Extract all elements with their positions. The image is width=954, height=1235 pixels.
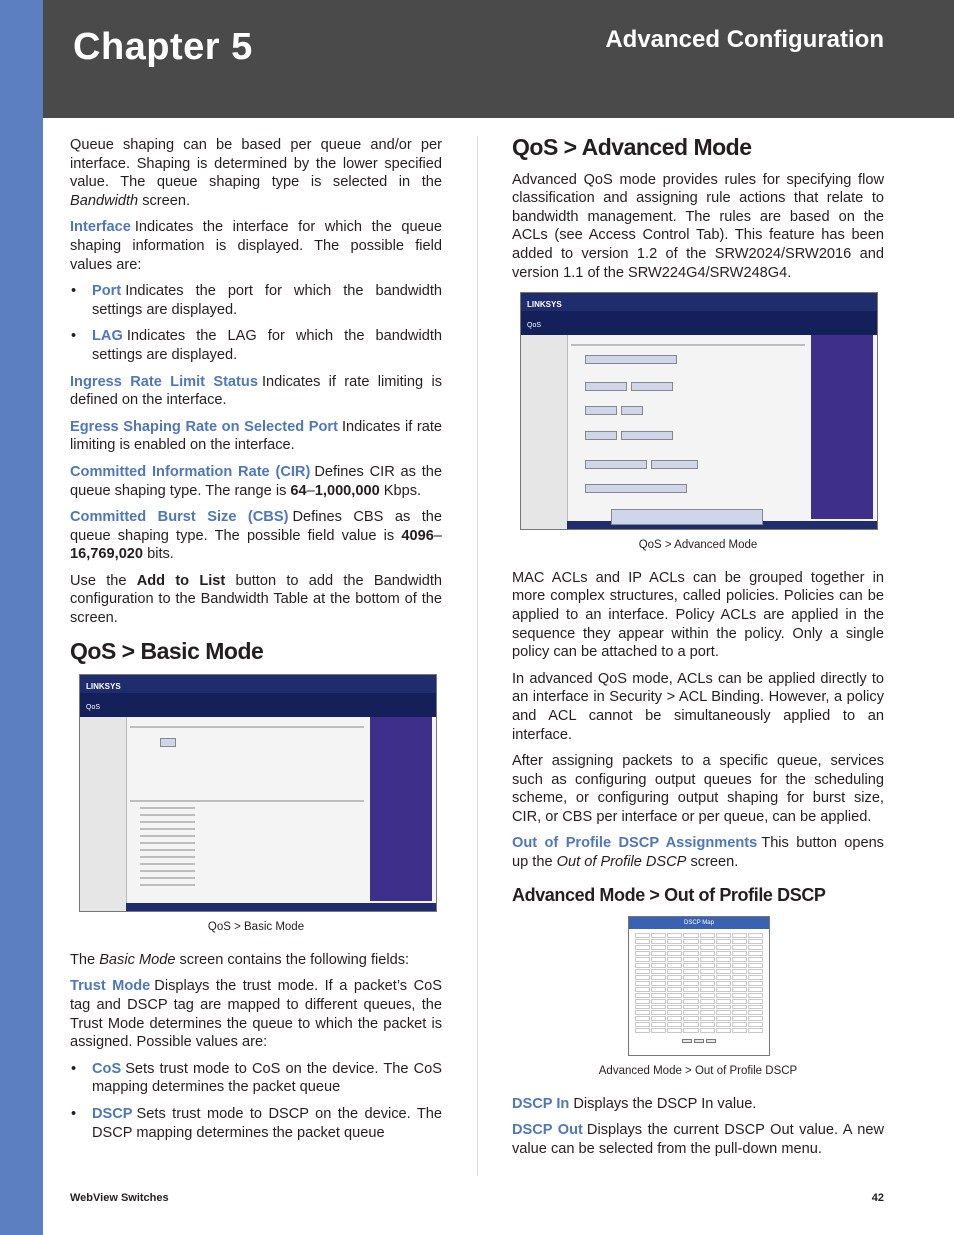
advanced-mode-caption: QoS > Advanced Mode [638,539,758,552]
left-column [70,136,442,1150]
egress-def: Egress Shaping Rate on Selected Port Indicates if rate limiting is enabled on the interface. [70,418,442,454]
basic-mode-intro: The Basic Mode screen contains the following fields: [70,951,410,968]
section-title: Advanced Configuration [605,26,884,53]
basic-mode-screenshot: LINKSYS QoS [79,674,437,912]
left-color-band [0,0,43,1235]
ingress-def: Ingress Rate Limit Status Indicates if rate limiting is defined on the interface. [70,373,443,409]
dscp-out-def: DSCP Out Displays the current DSCP Out value. A new value can be selected from the pull-down menu. [512,1122,884,1158]
basic-mode-caption: QoS > Basic Mode [207,921,305,934]
cbs-def: Committed Burst Size (CBS) Defines CBS as the queue shaping type. The possible field value is 4096–16,769,020 bits. [70,509,443,563]
dscp-in-def: DSCP In Displays the DSCP In value. [512,1095,757,1112]
advanced-mode-heading: QoS > Advanced Mode [512,134,752,160]
intro-paragraph: Queue shaping can be based per queue and/or per interface. Shaping is determined by the lower specified value. The queue shaping type is selected in the Bandwidth screen. [70,137,442,209]
queue-services-paragraph: After assigning packets to a specific queue, services such as configuring output queues for the scheduling scheme, or configuring output shaping for burst size, CIR, or CBS per interface or per queue, can be applied. [512,753,884,825]
basic-mode-heading: QoS > Basic Mode [70,637,264,664]
add-to-list-paragraph: Use the Add to List button to add the Bandwidth configuration to the Bandwidth Table at the bottom of the screen. [70,572,442,627]
footer-page-number: 42 [871,1192,884,1204]
dscp-map-screenshot: DSCP Map [628,916,770,1056]
trust-mode-def: Trust Mode Displays the trust mode. If a packet’s CoS tag and DSCP tag are mapped to different queues, the Trust Mode determines the queue to which the packet is assigned. Possible values are: [70,978,442,1051]
right-column [512,136,884,1167]
interface-def: Interface Indicates the interface for which the queue shaping information is displayed. The possible field values are: [70,219,442,273]
policies-paragraph: MAC ACLs and IP ACLs can be grouped together in more complex structures, called policies. Policies can be applied to an interface. Policy ACLs are applied in the sequence they appear within the policy. Only a single policy can be attached to a port. [512,569,884,661]
out-of-profile-def: Out of Profile DSCP Assignments This button opens up the Out of Profile DSCP screen. [512,835,884,871]
column-divider [477,136,478,1176]
cos-bullet: • CoS Sets trust mode to CoS on the device. The CoS mapping determines the packet queue [70,1060,442,1097]
footer-product: WebView Switches [70,1192,169,1204]
acl-binding-paragraph: In advanced QoS mode, ACLs can be applied directly to an interface in Security > ACL Binding. However, a policy and ACL cannot be simultaneously applied to an interface. [512,670,884,743]
port-bullet: • Port Indicates the port for which the bandwidth settings are displayed. [70,282,442,319]
lag-bullet: • LAG Indicates the LAG for which the bandwidth settings are displayed. [70,327,442,364]
chapter-title: Chapter 5 [73,26,253,68]
dscp-map-caption: Advanced Mode > Out of Profile DSCP [598,1065,798,1078]
advanced-mode-screenshot: LINKSYS QoS [520,292,878,530]
advanced-mode-intro: Advanced QoS mode provides rules for specifying flow classification and assigning rule actions that relate to bandwidth management. The rules are based on the ACLs (see Access Control Tab). This feature has been added to version 1.2 of the SRW2024/SRW2016 and version 1.1 of the SRW224G4/SRW248G4. [512,171,884,281]
cir-def: Committed Information Rate (CIR) Defines CIR as the queue shaping type. The range is 64–1,000,000 Kbps. [70,463,443,499]
out-of-profile-heading: Advanced Mode > Out of Profile DSCP [512,884,826,905]
dscp-bullet: • DSCP Sets trust mode to DSCP on the device. The DSCP mapping determines the packet queue [70,1105,442,1142]
